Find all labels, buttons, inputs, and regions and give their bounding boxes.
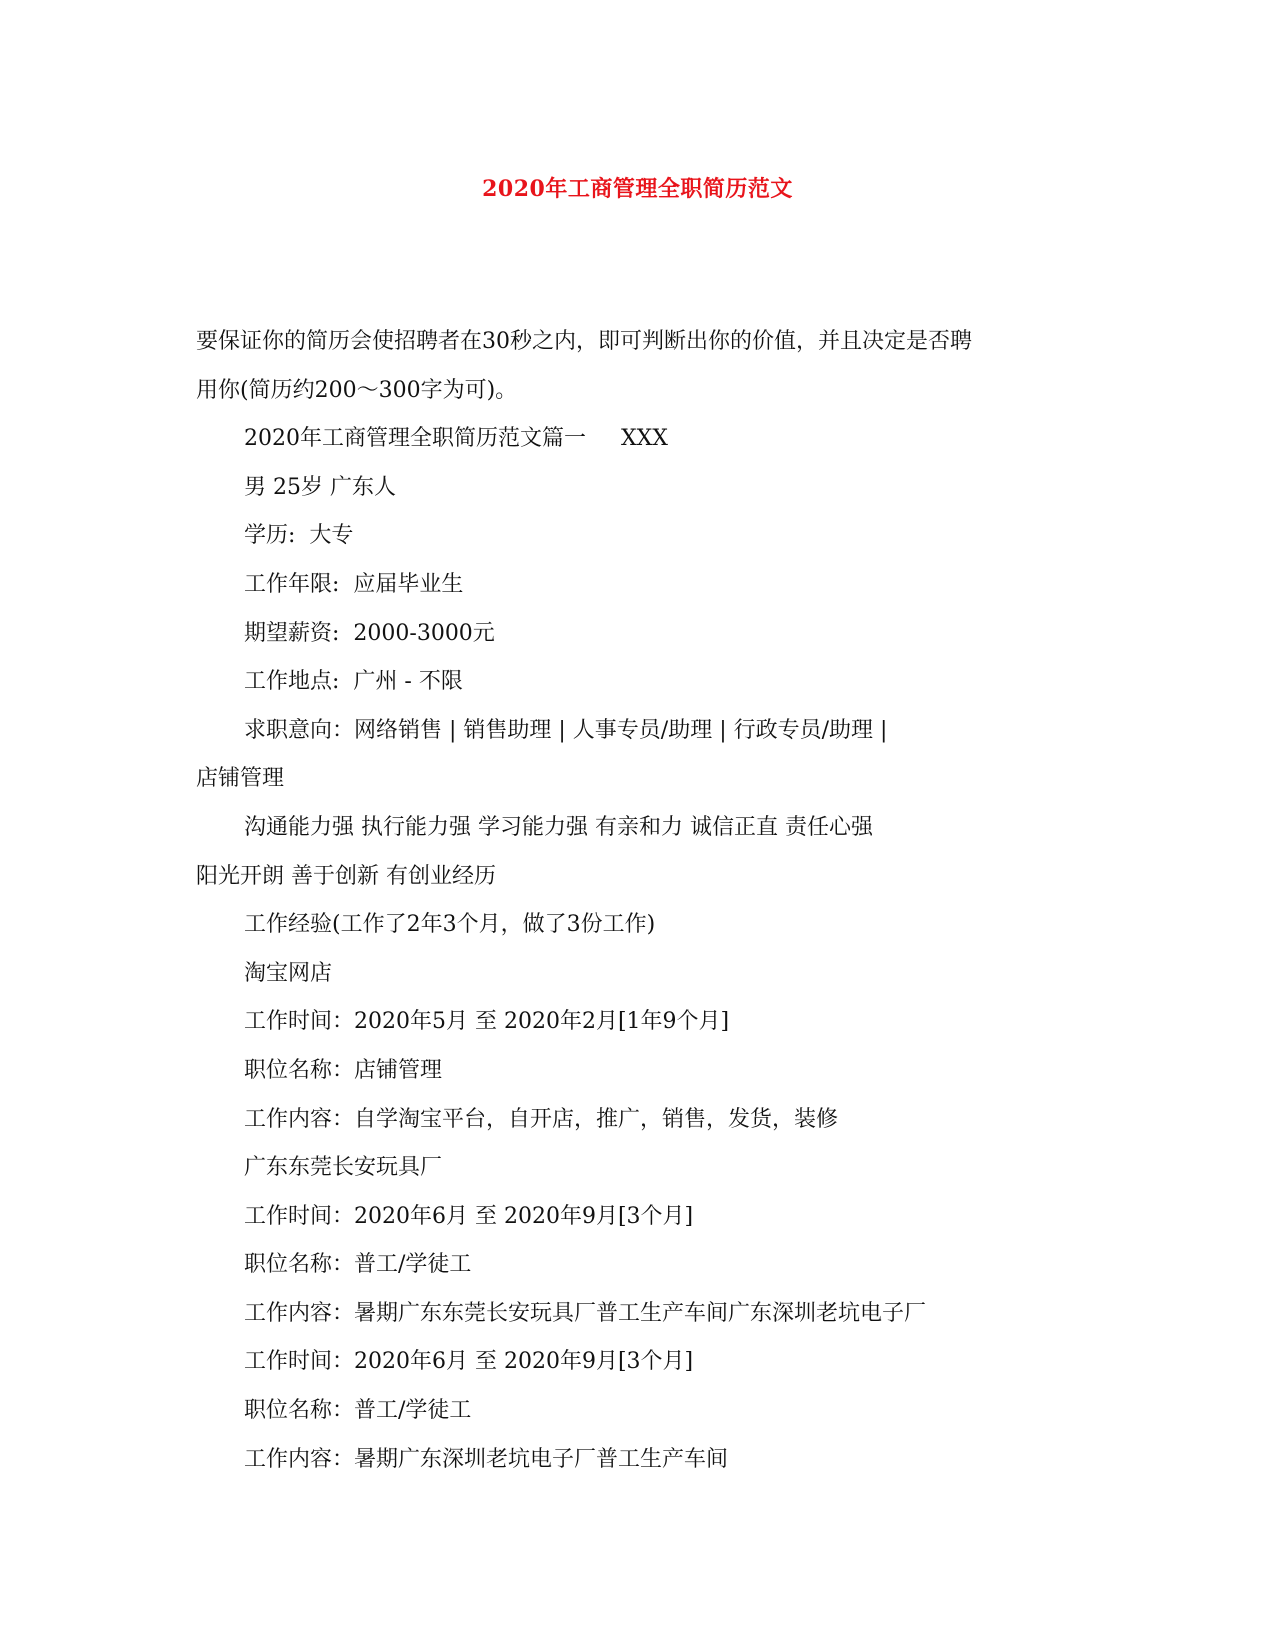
paragraph-line: 工作时间：2020年6月 至 2020年9月[3个月] [244,1349,694,1375]
paragraph-line: 广东东莞长安玩具厂 [244,1155,443,1181]
paragraph-line: 工作地点: 广州 - 不限 [244,669,463,695]
paragraph-line: 工作经验(工作了2年3个月，做了3份工作) [244,912,656,938]
paragraph-line: 工作时间：2020年5月 至 2020年2月[1年9个月] [244,1009,730,1035]
paragraph-line: 职位名称：店铺管理 [244,1057,443,1083]
document-body [196,318,1076,1484]
paragraph-line: 工作内容：自学淘宝平台，自开店，推广，销售，发货，装修 [244,1106,839,1132]
paragraph-line: 工作年限: 应届毕业生 [244,571,464,597]
paragraph-line: 男 25岁 广东人 [244,474,396,500]
paragraph-line: 工作内容：暑期广东东莞长安玩具厂普工生产车间广东深圳老坑电子厂 [244,1300,927,1326]
paragraph-line: 淘宝网店 [244,960,333,986]
paragraph-line: 工作时间：2020年6月 至 2020年9月[3个月] [244,1203,694,1229]
paragraph-line: 求职意向：网络销售 | 销售助理 | 人事专员/助理 | 行政专员/助理 | [244,717,888,743]
paragraph-line: 工作内容：暑期广东深圳老坑电子厂普工生产车间 [244,1446,729,1472]
paragraph-line: 阳光开朗 善于创新 有创业经历 [196,863,496,889]
paragraph-line: 期望薪资: 2000-3000元 [244,620,495,646]
paragraph-line: 店铺管理 [196,766,285,792]
paragraph-line: 职位名称：普工/学徒工 [244,1252,472,1278]
paragraph-line: 沟通能力强 执行能力强 学习能力强 有亲和力 诚信正直 责任心强 [244,814,873,840]
paragraph-line: 学历: 大专 [244,523,354,549]
document-title: 2020年工商管理全职简历范文 [482,176,793,202]
paragraph-line: 职位名称：普工/学徒工 [244,1398,472,1424]
paragraph-line: 用你(简历约200～300字为可)。 [196,377,518,403]
paragraph-line: 要保证你的简历会使招聘者在30秒之内，即可判断出你的价值，并且决定是否聘 [196,329,972,354]
paragraph-line: 2020年工商管理全职简历范文篇一 XXX [244,426,668,452]
